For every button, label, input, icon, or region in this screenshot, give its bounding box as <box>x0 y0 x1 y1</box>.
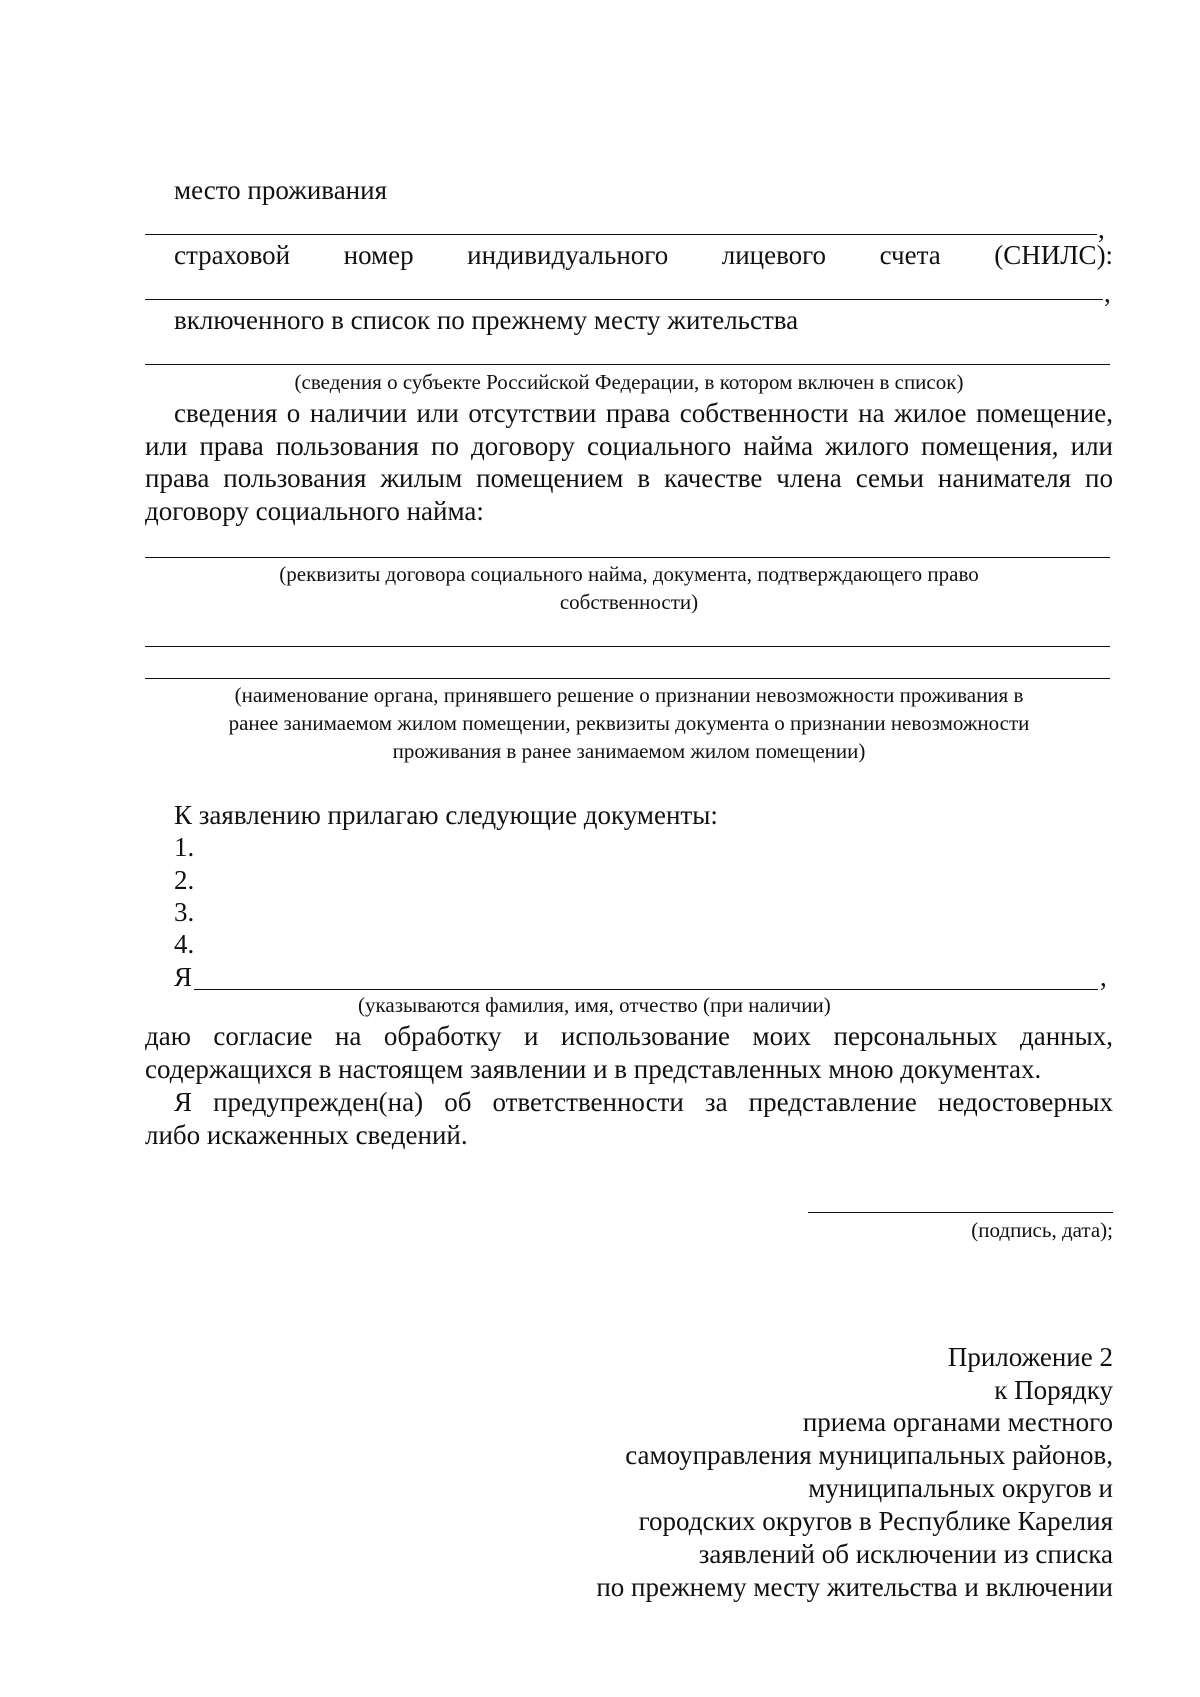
residence-underline <box>145 234 1097 235</box>
consent-line-1: даю согласие на обработку и использование моих персональных данных, <box>145 1021 1113 1051</box>
ownership-line-4: договору социального найма: <box>145 496 484 526</box>
attachments-label: К заявлению прилагаю следующие документы: <box>174 800 718 830</box>
authority-hint-line-2: ранее занимаемом жилом помещении, реквизиты документа о признании невозможности <box>228 711 1030 735</box>
ownership-line-1: сведения о наличии или отсутствии права собственности на жилое помещение, <box>174 398 1113 428</box>
signature-hint: (подпись, дата); <box>971 1218 1113 1242</box>
authority-hint-line-1: (наименование органа, принявшего решение о признании невозможности проживания в <box>234 683 1024 707</box>
ownership-line-3: права пользования жилым помещением в качестве члена семьи нанимателя по <box>145 463 1113 493</box>
snils-word: индивидуального <box>467 240 669 270</box>
signature-underline <box>808 1212 1113 1213</box>
snils-label <box>174 239 1113 272</box>
name-underline <box>194 989 1098 990</box>
appendix-line-6: городских округов в Республике Карелия <box>638 1506 1113 1536</box>
snils-underline <box>145 299 1103 300</box>
snils-word: страховой <box>174 240 291 270</box>
included-hint-text: (сведения о субъекте Российской Федерации, в котором включен в список) <box>294 370 964 394</box>
name-comma: , <box>1100 962 1107 992</box>
appendix-line-4: самоуправления муниципальных районов, <box>625 1440 1113 1470</box>
appendix-line-8: по прежнему месту жительства и включении <box>596 1572 1113 1602</box>
warning-line-1: Я предупрежден(на) об ответственности за представление недостоверных <box>174 1087 1113 1117</box>
warning-line-2: либо искаженных сведений. <box>145 1120 468 1150</box>
consent-line-2: содержащихся в настоящем заявлении и в представленных мною документах. <box>145 1054 1042 1084</box>
name-hint: (указываются фамилия, имя, отчество (при наличии) <box>358 993 831 1017</box>
residence-label: место проживания <box>174 175 387 205</box>
attachment-item: 3. <box>174 897 195 927</box>
residence-comma: , <box>1098 214 1105 244</box>
contract-underline <box>145 557 1110 558</box>
appendix-line-2: к Порядку <box>994 1375 1113 1405</box>
appendix-line-5: муниципальных округов и <box>808 1473 1113 1503</box>
snils-word: номер <box>343 240 414 270</box>
appendix-line-3: приема органами местного <box>802 1407 1113 1437</box>
extra-underline-2 <box>145 678 1110 679</box>
included-underline <box>145 364 1110 365</box>
attachment-item: 2. <box>174 865 195 895</box>
ownership-line-2: или права пользования по договору социального найма жилого помещения, или <box>145 431 1113 461</box>
snils-word: (СНИЛС): <box>994 240 1114 270</box>
authority-hint-line-3: проживания в ранее занимаемом жилом помещении) <box>392 739 866 763</box>
included-label: включенного в список по прежнему месту жительства <box>174 305 799 335</box>
contract-hint-line-2: собственности) <box>559 590 699 614</box>
attachment-item: 1. <box>174 832 195 862</box>
contract-hint-line-1: (реквизиты договора социального найма, документа, подтверждающего право <box>279 562 979 586</box>
extra-underline-1 <box>145 646 1110 647</box>
snils-word: счета <box>879 240 941 270</box>
snils-comma: , <box>1104 278 1111 308</box>
appendix-line-1: Приложение 2 <box>947 1342 1113 1372</box>
snils-word: лицевого <box>721 240 827 270</box>
i-label: Я <box>174 962 193 992</box>
included-hint <box>145 369 1113 395</box>
appendix-line-7: заявлений об исключении из списка <box>698 1539 1113 1569</box>
attachment-item: 4. <box>174 929 195 959</box>
